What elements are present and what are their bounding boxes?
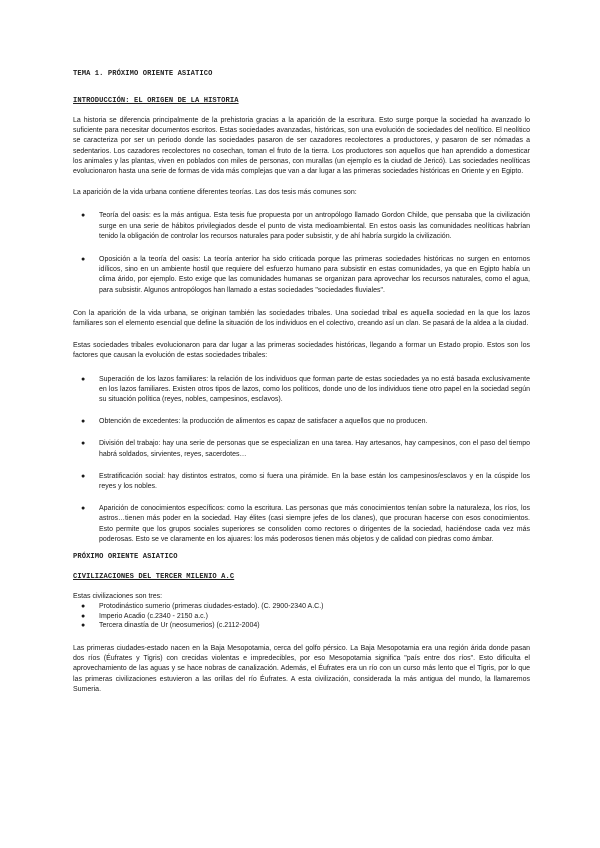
civs-intro-paragraph: Estas civilizaciones son tres: [73,593,163,601]
theory-text: Teoría del oasis: es la más antigua. Esta tesis fue propuesta por un antropólogo llamado Gordon Childe, que pensaba que la civilización surge en una serie de hábitos privilegiados desde el punto de vista medioambiental. En estos oasis las comunidades neolíticas habrían tenido la obligación de controlar los recursos naturales para poder subsistir, y de ahí habría surgido la civilización. [99,212,530,240]
tema-title: TEMA 1. PRÓXIMO ORIENTE ASIATICO [73,70,213,78]
list-item [73,211,530,242]
section-heading-civilizaciones: CIVILIZACIONES DEL TERCER MILENIO A.C [73,573,235,582]
list-item [73,255,530,296]
list-item [73,504,530,545]
list-item [73,375,530,406]
factor-text: Obtención de excedentes: la producción de alimentos es capaz de satisfacer a aquellos que no producen. [99,418,428,426]
civ-text: Tercera dinastía de Ur (neosumerios) (c.2112-2004) [99,622,260,630]
list-item [73,621,530,631]
factor-text: Superación de los lazos familiares: la relación de los individuos que forman parte de estas sociedades ya no está basada exclusivamente en los lazos familiares. Existen otros tipos de lazos, como los políticos, donde uno de los individuos tiene otro papel en la sociedad según su situación política (reyes, nobles, campesinos, esclavos). [99,375,530,404]
list-item [73,472,530,492]
bullet-icon: ● [81,256,86,264]
factors-intro-paragraph: Estas sociedades tribales evolucionaron para dar lugar a las primeras sociedades históricas, llegando a formar un Estado propio. Estos son los factores que causan la evolución de estas sociedades tribales: [73,342,530,360]
list-item [73,612,530,622]
tribal-paragraph: Con la aparición de la vida urbana, se originan también las sociedades tribales. Una sociedad tribal es aquella sociedad en la que los lazos familiares son el elemento esencial que define la situación de los individuos en el colectivo, creando así un clan. Se pasará de la aldea a la ciudad. [73,309,530,328]
bullet-icon: ● [81,212,86,220]
bullet-icon: ● [81,472,86,480]
intro-paragraph: La historia se diferencia principalmente de la prehistoria gracias a la aparición de la escritura. Esto surge porque la sociedad ha avanzado lo suficiente para necesitar documentos escritos. Estas sociedades avanzadas, históricas, son una evolución de sociedades del neolítico. El neolítico se caracteriza por ser un periodo donde las sociedades pasaron de ser cazadores recolectores a productores, y pasaron de ser nómadas a sedentarios. Los cazadores recolectores no cosechan, toman el fruto de la tierra. Los productores son aquellos que han aprendido a domesticar los animales y las plantas, viven en poblados con miles de personas, con murallas (un ejemplo es la ciudad de Jericó). Las sociedades neolíticas evolucionaron hasta una serie de formas de vida más complejas que van a dar lugar a las primeras sociedades históricas en Oriente y en Egipto. [73,117,530,176]
factor-text: Aparición de conocimientos específicos: como la escritura. Las personas que más conocimientos tenían sobre la naturaleza, los ríos, los astros…tienen más poder en la sociedad. Hay élites (casi siempre jefes de los clanes), que procuran hacerse con esos conocimientos. Esto permite que los grupos sociales superiores se consoliden como rectores o dirigentes de la sociedad, haciéndose cada vez más poderosas. Esto se ve claramente en los ajuares: los más poderosos tienen más objetos y de calidad con piedras como ámbar. [99,505,530,543]
intro-heading: INTRODUCCIÓN: EL ORIGEN DE LA HISTORIA [73,97,239,105]
bullet-icon: ● [81,418,86,426]
bullet-icon: ● [81,375,86,383]
factors-list [73,375,530,545]
final-paragraph: Las primeras ciudades-estado nacen en la Baja Mesopotamia, cerca del golfo pérsico. La Baja Mesopotamia era una región árida donde pasan dos ríos (Éufrates y Tigris) con crecidas violentas e impredecibles, por eso Mesopotamia significa "país entre dos ríos". Esto dificulta el aprovechamiento de las aguas y se hace nobras de canalización. Además, el Éufrates era un río con un curso más lento que el Tigris, por lo que las primeras civilizaciones estuvieron a las orillas del río Éufrates. A esta civilización, considerada la más antigua del mundo, la llamaremos Sumeria. [73,645,530,693]
bullet-icon: ● [81,603,86,611]
bullet-icon: ● [81,505,86,513]
list-item [73,417,530,427]
bullet-icon: ● [81,612,86,620]
bullet-icon: ● [81,622,86,630]
document-content [73,70,530,695]
bullet-icon: ● [81,440,86,448]
section-heading-proximo-oriente: PRÓXIMO ORIENTE ASIATICO [73,553,178,562]
theory-text: Oposición a la teoría del oasis: La teoría anterior ha sido criticada porque las primeras sociedades históricas no surgen en entornos idílicos, sino en un ambiente hostil que requiere del esfuerzo humano para subsistir en estas comunidades, ya que en Egipto había un clima árido, por ejemplo. Esto exige que las comunidades humanas se organizan para aprovechar los recursos naturales, como el agua, para subsistir. Algunos antropólogos han llamado a estas sociedades "sociedades fluviales". [99,256,530,294]
urban-intro-paragraph: La aparición de la vida urbana contiene diferentes teorías. Las dos tesis más comunes son: [73,189,357,197]
list-item [73,439,530,459]
factor-text: Estratificación social: hay distintos estratos, como si fuera una pirámide. En la base están los campesinos/esclavos y en la cúspide los reyes y los nobles. [99,472,530,491]
theories-list [73,211,530,295]
civs-list [73,602,530,631]
factor-text: División del trabajo: hay una serie de personas que se especializan en una tarea. Hay artesanos, hay campesinos, con el paso del tiempo habrá soldados, sirvientes, reyes, sacerdotes… [99,440,530,458]
civ-text: Imperio Acadio (c.2340 - 2150 a.c.) [99,612,208,620]
list-item [73,602,530,612]
civ-text: Protodinástico sumerio (primeras ciudades-estado). (C. 2900-2340 A.C.) [99,603,324,611]
